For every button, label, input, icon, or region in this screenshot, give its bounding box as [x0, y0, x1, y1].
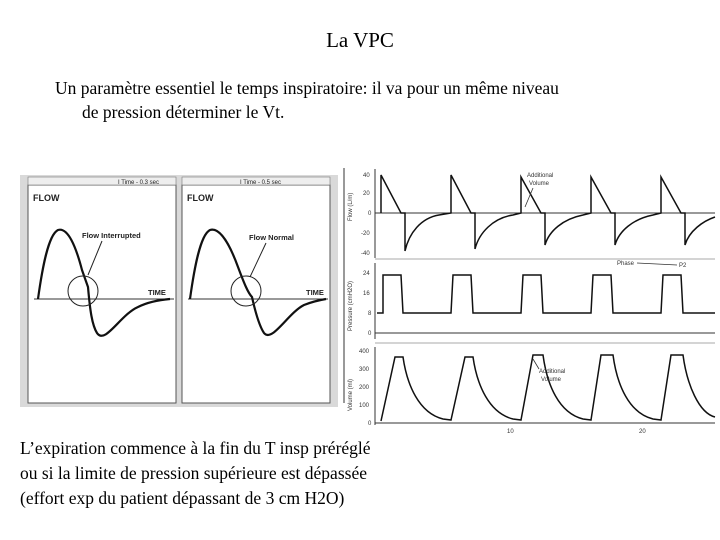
x-tick-20: 20 [639, 429, 646, 435]
flow-comparison-figure [20, 175, 338, 407]
flow-annotation-line-1: Additional [527, 173, 554, 179]
flow-tick-neg20: -20 [361, 231, 370, 237]
bottom-line-3: (effort exp du patient dépassant de 3 cm H2O) [20, 488, 345, 508]
pressure-tick-24: 24 [363, 271, 370, 277]
panel-a-annotation: Flow Interrupted [82, 231, 141, 240]
volume-tick-0: 0 [368, 421, 372, 427]
panel-a-flow-label: FLOW [33, 193, 60, 203]
flow-tick-40: 40 [363, 173, 370, 179]
pressure-tick-8: 8 [368, 311, 372, 317]
panel-a-header: I Time - 0.3 sec [118, 180, 160, 186]
waveform-bg [343, 163, 720, 435]
panel-b-header: I Time - 0.5 sec [240, 180, 282, 186]
bottom-text [20, 436, 580, 511]
intro-line-2: de pression déterminer le Vt. [82, 102, 285, 122]
bottom-line-1: L’expiration commence à la fin du T insp préréglé [20, 438, 371, 458]
flow-axis-label: Flow (L/m) [348, 192, 354, 221]
volume-tick-300: 300 [359, 367, 370, 373]
slide-title: La VPC [326, 28, 394, 52]
flow-tick-neg40: -40 [361, 251, 370, 257]
pressure-tick-0: 0 [368, 331, 372, 337]
flow-tick-0: 0 [368, 211, 372, 217]
pressure-annotation-p2: P2 [679, 263, 687, 269]
volume-annotation-line-1: Additional [539, 369, 566, 375]
waveform-figure [343, 163, 720, 435]
panel-a-time-label: TIME [148, 288, 166, 297]
x-tick-10: 10 [507, 429, 514, 435]
pressure-annotation-phase: Phase [617, 261, 635, 267]
panel-b-time-label: TIME [306, 288, 324, 297]
waveform-svg [343, 163, 720, 435]
flow-comparison-svg [20, 175, 338, 407]
flow-annotation-line-2: Volume [529, 181, 550, 187]
volume-annotation-line-2: Volume [541, 377, 562, 383]
bottom-line-2: ou si la limite de pression supérieure est dépassée [20, 463, 367, 483]
volume-tick-400: 400 [359, 349, 370, 355]
panel-b-flow-label: FLOW [187, 193, 214, 203]
flow-tick-20: 20 [363, 191, 370, 197]
panel-b-annotation: Flow Normal [249, 233, 295, 242]
pressure-tick-16: 16 [363, 291, 370, 297]
pressure-axis-label: Pressure (cmH2O) [348, 280, 354, 331]
volume-tick-100: 100 [359, 403, 370, 409]
intro-text [55, 76, 675, 124]
volume-tick-200: 200 [359, 385, 370, 391]
volume-axis-label: Volume (ml) [348, 378, 354, 411]
intro-line-1: Un paramètre essentiel le temps inspiratoire: il va pour un même niveau [55, 78, 559, 98]
